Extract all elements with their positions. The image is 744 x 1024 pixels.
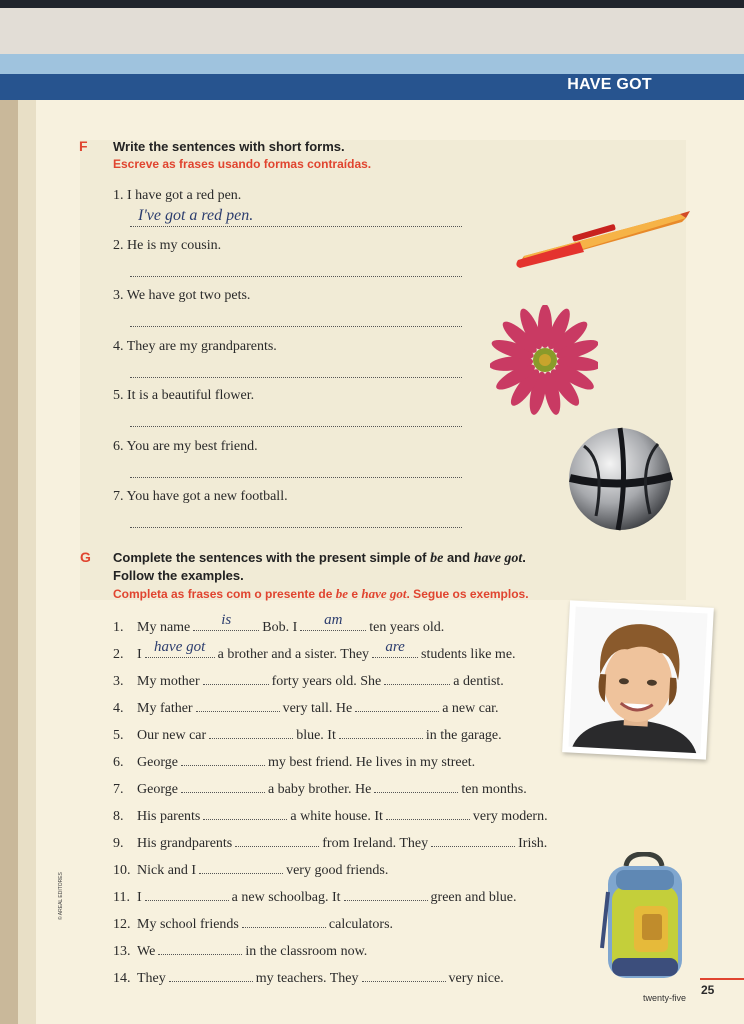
- answer-blank[interactable]: [339, 726, 423, 739]
- filled-answer: have got: [154, 639, 206, 655]
- sentence-row: 13. We in the classroom now.: [113, 944, 368, 959]
- answer-blank[interactable]: [300, 612, 366, 631]
- football-icon: [566, 426, 676, 532]
- page-number-word: twenty-five: [643, 993, 687, 1003]
- answer-blank[interactable]: [181, 753, 265, 766]
- exercise-item: 1. I have got a red pen.: [113, 188, 242, 203]
- answer-line[interactable]: [130, 377, 462, 378]
- book-spine-edge: [0, 54, 18, 1024]
- answer-blank[interactable]: [355, 699, 439, 712]
- answer-blank[interactable]: [242, 915, 326, 928]
- answer-line[interactable]: [130, 326, 462, 327]
- sentence-row: 14. They my teachers. They very nice.: [113, 971, 504, 986]
- answer-line[interactable]: [130, 527, 462, 528]
- answer-blank[interactable]: [384, 672, 450, 685]
- sentence-row: 4. My father very tall. He a new car.: [113, 701, 499, 716]
- exercise-item: 7. You have got a new football.: [113, 489, 288, 504]
- sentence-row: 1. My name is Bob. I am ten years old.: [113, 612, 445, 635]
- exercise-item: 4. They are my grandparents.: [113, 339, 277, 354]
- answer-blank[interactable]: [145, 639, 215, 658]
- sentence-row: 10. Nick and I very good friends.: [113, 863, 389, 878]
- sentence-row: 5. Our new car blue. It in the garage.: [113, 728, 502, 743]
- boy-photo: [562, 600, 714, 759]
- answer-blank[interactable]: [181, 780, 265, 793]
- answer-line[interactable]: [130, 426, 462, 427]
- filled-answer: is: [221, 612, 232, 628]
- answer-blank[interactable]: [196, 699, 280, 712]
- answer-blank[interactable]: [203, 672, 269, 685]
- answer-blank[interactable]: [209, 726, 293, 739]
- answer-blank[interactable]: [386, 807, 470, 820]
- exercise-item: 6. You are my best friend.: [113, 439, 258, 454]
- sentence-row: 2. I have got a brother and a sister. They are students like me.: [113, 639, 516, 662]
- exercise-item: 5. It is a beautiful flower.: [113, 388, 255, 403]
- answer-blank[interactable]: [431, 834, 515, 847]
- answer-blank[interactable]: [203, 807, 287, 820]
- exercise-item: 3. We have got two pets.: [113, 288, 251, 303]
- previous-page-strip: [0, 8, 744, 54]
- red-pen-icon: [512, 208, 692, 272]
- answer-blank[interactable]: [199, 861, 283, 874]
- page-number: 25: [701, 983, 715, 997]
- answer-blank[interactable]: [362, 969, 446, 982]
- sentence-row: 12. My school friends calculators.: [113, 917, 394, 932]
- answer-blank[interactable]: [158, 942, 242, 955]
- flower-icon: [490, 305, 598, 415]
- answer-blank[interactable]: [344, 888, 428, 901]
- answer-blank[interactable]: [372, 639, 418, 658]
- example-answer: I've got a red pen.: [138, 207, 254, 224]
- section-g-instruction: Complete the sentences with the present simple of be and have got. Follow the examples.: [113, 550, 526, 583]
- answer-line[interactable]: [130, 226, 462, 227]
- sentence-row: 6. George my best friend. He lives in my street.: [113, 755, 476, 770]
- footer-rule: [700, 978, 744, 980]
- section-f-label: F: [79, 138, 88, 154]
- schoolbag-icon: [598, 852, 692, 984]
- sentence-row: 8. His parents a white house. It very modern.: [113, 809, 548, 824]
- filled-answer: am: [324, 612, 343, 628]
- section-g-instruction-pt: Completa as frases com o presente de be e have got. Segue os exemplos.: [113, 586, 529, 601]
- answer-blank[interactable]: [374, 780, 458, 793]
- sentence-row: 3. My mother forty years old. She a dentist.: [113, 674, 504, 689]
- answer-blank[interactable]: [169, 969, 253, 982]
- exercise-item: 2. He is my cousin.: [113, 238, 222, 253]
- answer-blank[interactable]: [145, 888, 229, 901]
- answer-line[interactable]: [130, 477, 462, 478]
- sentence-row: 7. George a baby brother. He ten months.: [113, 782, 527, 797]
- sentence-row: 11. I a new schoolbag. It green and blue.: [113, 890, 517, 905]
- banner-title: HAVE GOT: [567, 76, 652, 93]
- filled-answer: are: [385, 639, 405, 655]
- section-f-instruction: Write the sentences with short forms.: [113, 139, 345, 154]
- sentence-row: 9. His grandparents from Ireland. They Irish.: [113, 836, 548, 851]
- answer-blank[interactable]: [193, 612, 259, 631]
- section-f-instruction-pt: Escreve as frases usando formas contraídas.: [113, 157, 372, 171]
- answer-line[interactable]: [130, 276, 462, 277]
- section-g-label: G: [80, 549, 91, 565]
- answer-blank[interactable]: [235, 834, 319, 847]
- top-edge: [0, 0, 744, 8]
- page-margin: [18, 54, 36, 1024]
- copyright-notice: © AREAL EDITORES: [58, 872, 64, 920]
